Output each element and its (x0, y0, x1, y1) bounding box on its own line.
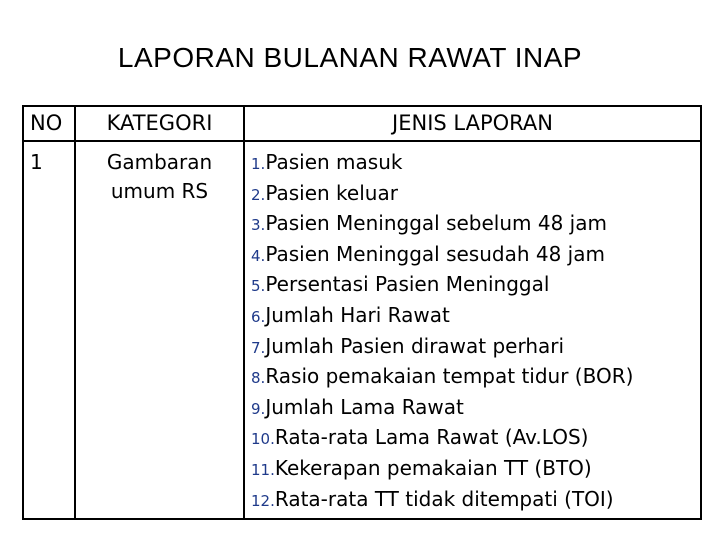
list-item (251, 301, 694, 332)
item-text: Jumlah Hari Rawat (265, 302, 450, 327)
list-item (251, 148, 694, 179)
item-text: Jumlah Lama Rawat (265, 394, 464, 419)
report-items-list (251, 148, 694, 515)
item-text: Rata-rata Lama Rawat (Av.LOS) (274, 425, 589, 450)
list-item (251, 454, 694, 485)
item-text: Pasien Meninggal sesudah 48 jam (265, 241, 605, 266)
item-number: 6. (251, 307, 266, 326)
item-number: 4. (251, 246, 266, 265)
item-number: 10. (251, 430, 275, 449)
item-text: Pasien masuk (265, 150, 403, 174)
item-number: 7. (251, 338, 266, 357)
header-kategori: KATEGORI (75, 106, 244, 141)
item-text: Kekerapan pemakaian TT (BTO) (274, 455, 592, 480)
list-item (251, 270, 694, 301)
report-table (22, 105, 702, 520)
table-header-row (23, 106, 701, 141)
item-number: 3. (251, 216, 266, 235)
list-item (251, 362, 694, 393)
list-item (251, 179, 694, 210)
header-no: NO (23, 106, 75, 141)
item-number: 8. (251, 369, 266, 388)
item-number: 5. (251, 277, 266, 296)
item-text: Persentasi Pasien Meninggal (265, 272, 550, 297)
table-row (23, 141, 701, 519)
list-item (251, 332, 694, 363)
list-item (251, 423, 694, 454)
item-number: 9. (251, 399, 266, 418)
item-text: Rasio pemakaian tempat tidur (BOR) (265, 364, 634, 389)
item-text: Pasien keluar (265, 180, 398, 205)
item-text: Jumlah Pasien dirawat perhari (265, 333, 565, 358)
item-text: Rata-rata TT tidak ditempati (TOI) (274, 486, 614, 511)
list-item (251, 485, 694, 516)
item-text: Pasien Meninggal sebelum 48 jam (265, 211, 607, 236)
list-item (251, 240, 694, 271)
list-item (251, 393, 694, 424)
cell-no: 1 (23, 141, 75, 519)
cell-jenis-laporan (244, 141, 701, 519)
item-number: 1. (251, 155, 266, 173)
page-title: LAPORAN BULANAN RAWAT INAP (117, 42, 583, 73)
item-number: 12. (251, 491, 275, 510)
list-item (251, 209, 694, 240)
item-number: 11. (251, 460, 275, 479)
header-jenis-laporan: JENIS LAPORAN (244, 106, 701, 141)
item-number: 2. (251, 185, 266, 204)
cell-kategori: Gambaran umum RS (75, 141, 244, 519)
